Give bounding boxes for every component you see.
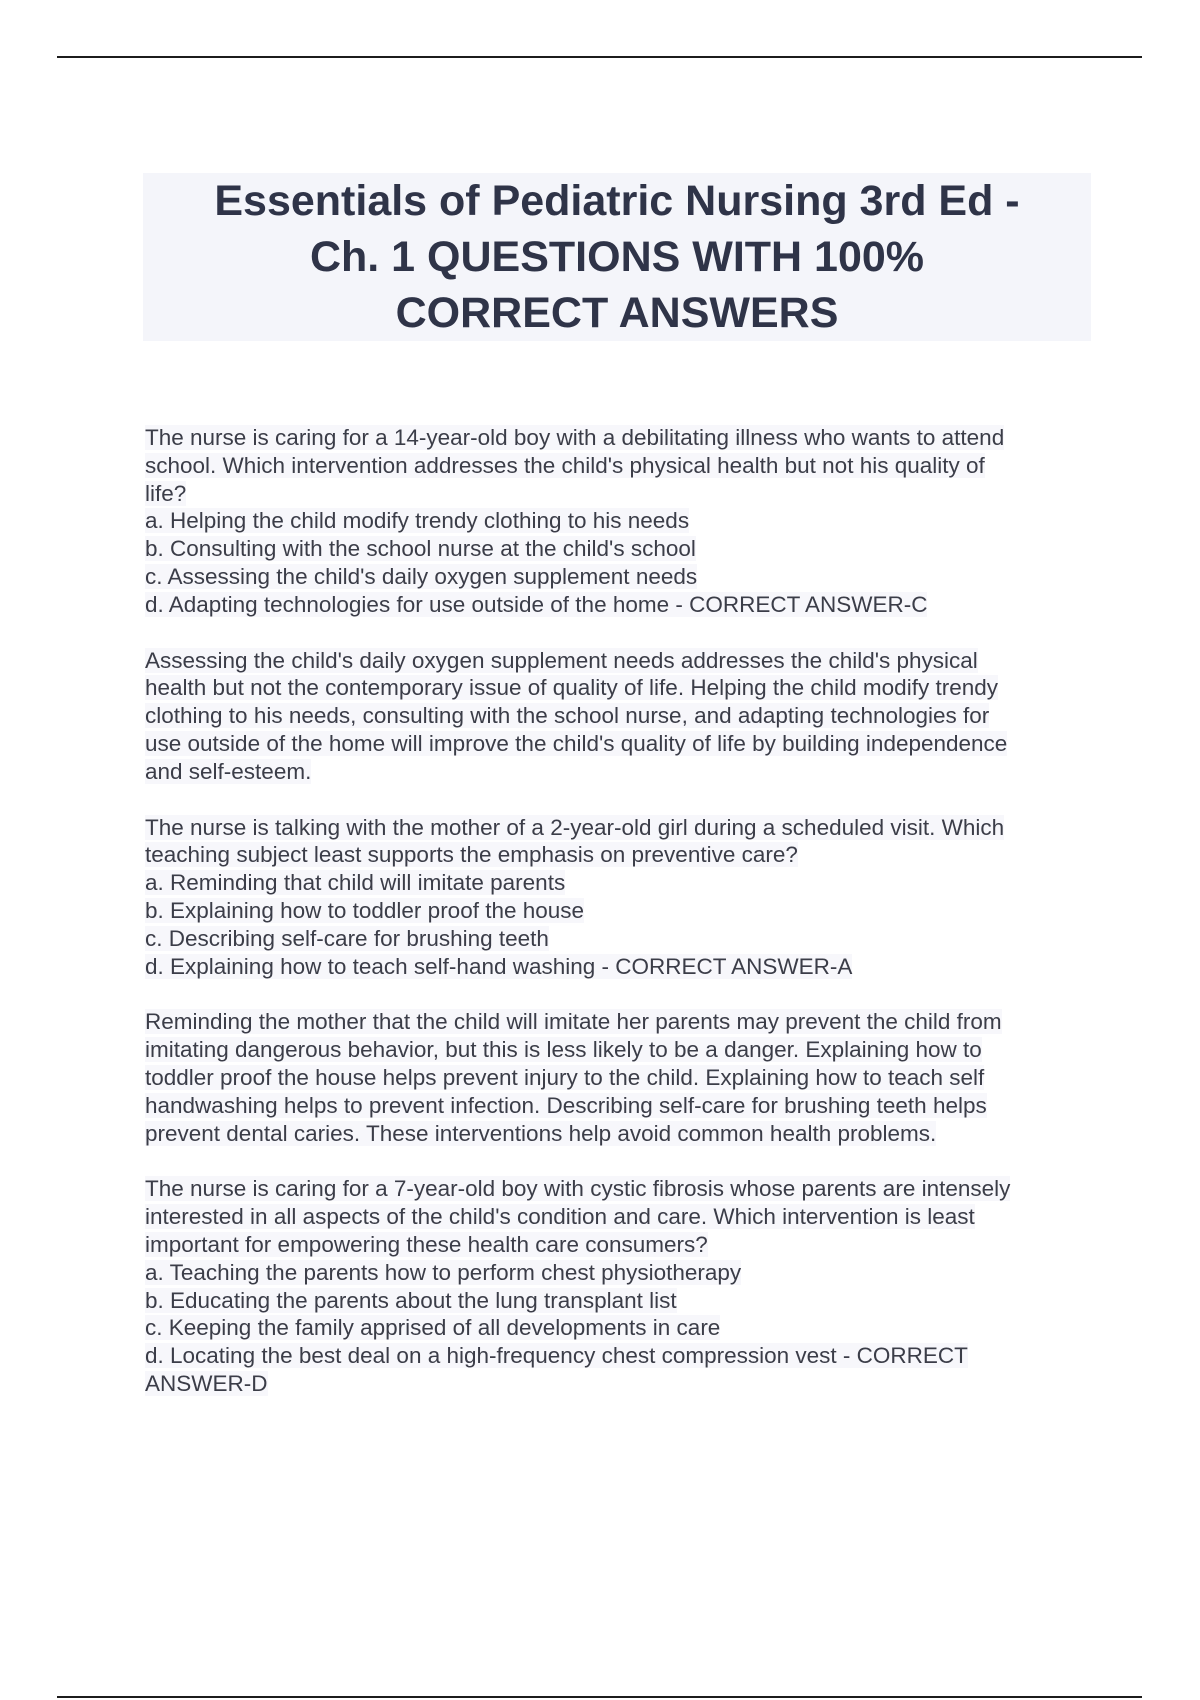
title-line: CORRECT ANSWERS xyxy=(395,289,839,337)
question-line xyxy=(145,535,1090,563)
line-text: important for empowering these health care consumers? xyxy=(145,1231,708,1257)
bottom-rule xyxy=(57,1696,1142,1698)
line-text: school. Which intervention addresses the child's physical health but not his quality of xyxy=(145,452,985,478)
line-text: c. Assessing the child's daily oxygen supplement needs xyxy=(145,563,698,589)
question-line xyxy=(145,1203,1090,1231)
rationale-line xyxy=(145,674,1090,702)
question-line xyxy=(145,1231,1090,1259)
line-text: handwashing helps to prevent infection. Describing self-care for brushing teeth helps xyxy=(145,1092,987,1118)
line-text: and self-esteem. xyxy=(145,758,312,784)
line-text: c. Describing self-care for brushing teeth xyxy=(145,925,549,951)
line-text: The nurse is caring for a 7-year-old boy with cystic fibrosis whose parents are intensely xyxy=(145,1176,1011,1202)
line-text: imitating dangerous behavior, but this is less likely to be a danger. Explaining how to xyxy=(145,1037,982,1063)
line-text: b. Explaining how to toddler proof the house xyxy=(145,897,585,923)
line-text: life? xyxy=(145,480,187,506)
line-text: Reminding the mother that the child will imitate her parents may prevent the child from xyxy=(145,1009,1002,1035)
document-title xyxy=(143,173,1091,341)
rationale-line xyxy=(145,1064,1090,1092)
line-text: d. Adapting technologies for use outside of the home - CORRECT ANSWER-C xyxy=(145,591,928,617)
question-line xyxy=(145,1287,1090,1315)
question-line xyxy=(145,897,1090,925)
question-line xyxy=(145,869,1090,897)
rationale-block xyxy=(145,1008,1090,1147)
line-text: health but not the contemporary issue of quality of life. Helping the child modify trendy xyxy=(145,675,998,701)
document-title-box xyxy=(143,173,1091,341)
question-line xyxy=(145,953,1090,981)
rationale-line xyxy=(145,702,1090,730)
question-line xyxy=(145,1342,1090,1370)
line-text: a. Helping the child modify trendy clothing to his needs xyxy=(145,508,690,534)
rationale-line xyxy=(145,1008,1090,1036)
question-line xyxy=(145,480,1090,508)
line-text: b. Consulting with the school nurse at the child's school xyxy=(145,536,696,562)
question-block xyxy=(145,814,1090,981)
question-line xyxy=(145,814,1090,842)
line-text: d. Locating the best deal on a high-frequency chest compression vest - CORRECT xyxy=(145,1343,968,1369)
line-text: toddler proof the house helps prevent injury to the child. Explaining how to teach self xyxy=(145,1064,985,1090)
top-rule xyxy=(57,56,1142,58)
line-text: a. Teaching the parents how to perform chest physiotherapy xyxy=(145,1259,742,1285)
line-text: The nurse is talking with the mother of a 2-year-old girl during a scheduled visit. Which xyxy=(145,814,1005,840)
line-text: Assessing the child's daily oxygen supplement needs addresses the child's physical xyxy=(145,647,978,673)
line-text: clothing to his needs, consulting with the school nurse, and adapting technologies for xyxy=(145,703,990,729)
question-line xyxy=(145,1175,1090,1203)
document-body xyxy=(145,424,1090,1426)
line-text: b. Educating the parents about the lung transplant list xyxy=(145,1287,677,1313)
question-line xyxy=(145,1370,1090,1398)
line-text: d. Explaining how to teach self-hand washing - CORRECT ANSWER-A xyxy=(145,953,853,979)
question-line xyxy=(145,563,1090,591)
line-text: a. Reminding that child will imitate parents xyxy=(145,870,566,896)
line-text: use outside of the home will improve the child's quality of life by building independence xyxy=(145,730,1008,756)
question-line xyxy=(145,591,1090,619)
rationale-line xyxy=(145,730,1090,758)
question-line xyxy=(145,507,1090,535)
question-line xyxy=(145,841,1090,869)
question-line xyxy=(145,1259,1090,1287)
line-text: teaching subject least supports the emphasis on preventive care? xyxy=(145,842,798,868)
question-block xyxy=(145,424,1090,619)
line-text: The nurse is caring for a 14-year-old boy with a debilitating illness who wants to attend xyxy=(145,425,1005,450)
rationale-line xyxy=(145,1092,1090,1120)
question-line xyxy=(145,925,1090,953)
line-text: interested in all aspects of the child's condition and care. Which intervention is least xyxy=(145,1204,975,1230)
question-line xyxy=(145,452,1090,480)
line-text: ANSWER-D xyxy=(145,1370,268,1396)
rationale-block xyxy=(145,647,1090,786)
question-line xyxy=(145,424,1090,452)
question-line xyxy=(145,1314,1090,1342)
rationale-line xyxy=(145,1036,1090,1064)
title-line: Ch. 1 QUESTIONS WITH 100% xyxy=(309,233,925,281)
rationale-line xyxy=(145,758,1090,786)
line-text: c. Keeping the family apprised of all developments in care xyxy=(145,1315,721,1341)
rationale-line xyxy=(145,647,1090,675)
rationale-line xyxy=(145,1120,1090,1148)
line-text: prevent dental caries. These interventions help avoid common health problems. xyxy=(145,1120,937,1146)
question-block xyxy=(145,1175,1090,1397)
title-line: Essentials of Pediatric Nursing 3rd Ed - xyxy=(214,177,1020,225)
